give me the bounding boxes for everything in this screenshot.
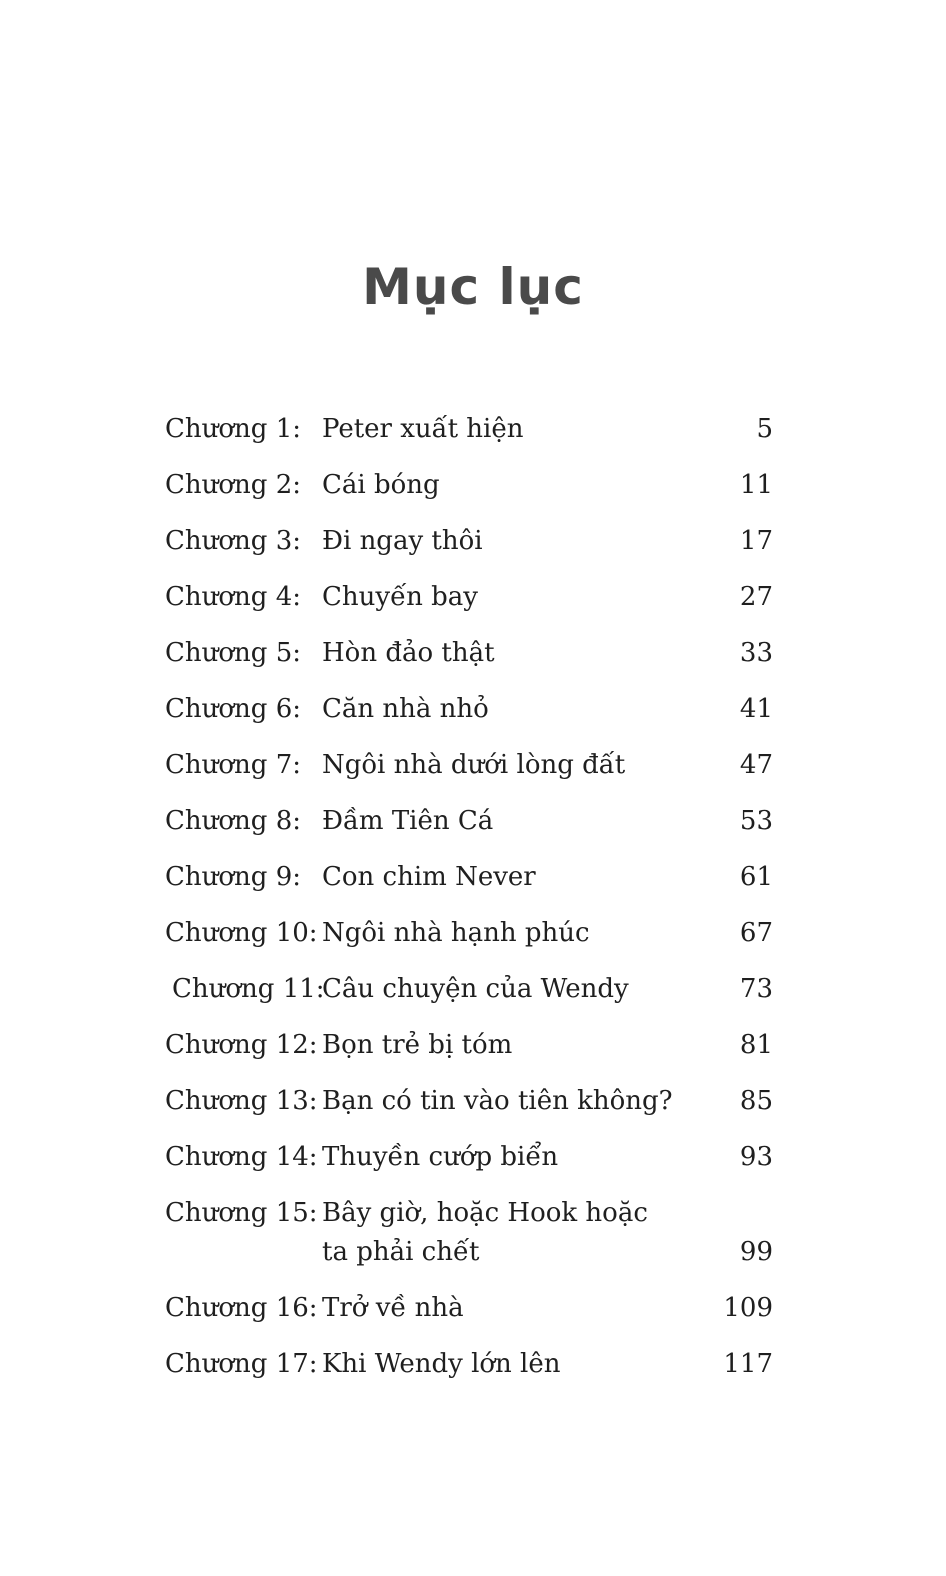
chapter-page-number: 109 [723,1293,773,1323]
page-title: Mục lục [362,258,584,316]
chapter-label: Chương 5: [165,638,301,668]
chapter-label: Chương 1: [165,414,301,444]
chapter-label: Chương 8: [165,806,301,836]
chapter-title: Bây giờ, hoặc Hook hoặc ta phải chết [322,1198,648,1267]
chapter-title: Đầm Tiên Cá [322,806,494,836]
chapter-label: Chương 11: [172,974,325,1004]
chapter-label: Chương 17: [165,1349,318,1379]
toc-entry[interactable] [165,634,773,673]
toc-entry[interactable] [165,1138,773,1177]
toc-entry[interactable] [165,970,773,1009]
chapter-label: Chương 12: [165,1030,318,1060]
chapter-label: Chương 13: [165,1086,318,1116]
table-of-contents [165,410,773,1401]
chapter-label: Chương 4: [165,582,301,612]
toc-entry[interactable] [165,1194,773,1272]
chapter-title: Đi ngay thôi [322,526,483,556]
chapter-page-number: 47 [739,750,773,780]
chapter-page-number: 53 [739,806,773,836]
toc-entry[interactable] [165,466,773,505]
chapter-title: Peter xuất hiện [322,414,524,444]
chapter-page-number: 61 [739,862,773,892]
chapter-title: Hòn đảo thật [322,638,495,668]
chapter-title: Câu chuyện của Wendy [322,974,629,1004]
chapter-title: Thuyền cướp biển [322,1142,559,1172]
chapter-title: Con chim Never [322,862,536,892]
toc-entry[interactable] [165,690,773,729]
chapter-title: Bạn có tin vào tiên không? [322,1086,673,1116]
chapter-title: Ngôi nhà dưới lòng đất [322,750,626,780]
toc-entry[interactable] [165,858,773,897]
chapter-page-number: 117 [723,1349,773,1379]
chapter-page-number: 27 [739,582,773,612]
chapter-title: Trở về nhà [322,1293,464,1323]
toc-entry[interactable] [165,410,773,449]
chapter-page-number: 11 [739,470,773,500]
chapter-title: Khi Wendy lớn lên [322,1349,561,1379]
toc-entry[interactable] [165,522,773,561]
toc-entry[interactable] [165,1026,773,1065]
chapter-page-number: 81 [739,1030,773,1060]
chapter-title: Bọn trẻ bị tóm [322,1030,513,1060]
chapter-page-number: 85 [739,1086,773,1116]
toc-entry[interactable] [165,914,773,953]
toc-entry[interactable] [165,1345,773,1384]
toc-entry[interactable] [165,1289,773,1328]
chapter-label: Chương 3: [165,526,301,556]
chapter-title: Cái bóng [322,470,440,500]
chapter-label: Chương 2: [165,470,301,500]
chapter-page-number: 93 [739,1142,773,1172]
toc-entry[interactable] [165,746,773,785]
chapter-title: Chuyến bay [322,582,478,612]
chapter-page-number: 99 [739,1237,773,1267]
chapter-label: Chương 7: [165,750,301,780]
chapter-page-number: 33 [739,638,773,668]
chapter-page-number: 67 [739,918,773,948]
chapter-label: Chương 9: [165,862,301,892]
chapter-label: Chương 16: [165,1293,318,1323]
chapter-page-number: 41 [739,694,773,724]
toc-entry[interactable] [165,1082,773,1121]
chapter-page-number: 73 [739,974,773,1004]
toc-entry[interactable] [165,578,773,617]
chapter-page-number: 5 [756,414,773,444]
chapter-label: Chương 15: [165,1198,318,1228]
chapter-title: Căn nhà nhỏ [322,694,489,724]
chapter-label: Chương 14: [165,1142,318,1172]
chapter-title: Ngôi nhà hạnh phúc [322,918,590,948]
chapter-page-number: 17 [739,526,773,556]
chapter-label: Chương 6: [165,694,301,724]
toc-entry[interactable] [165,802,773,841]
chapter-label: Chương 10: [165,918,318,948]
